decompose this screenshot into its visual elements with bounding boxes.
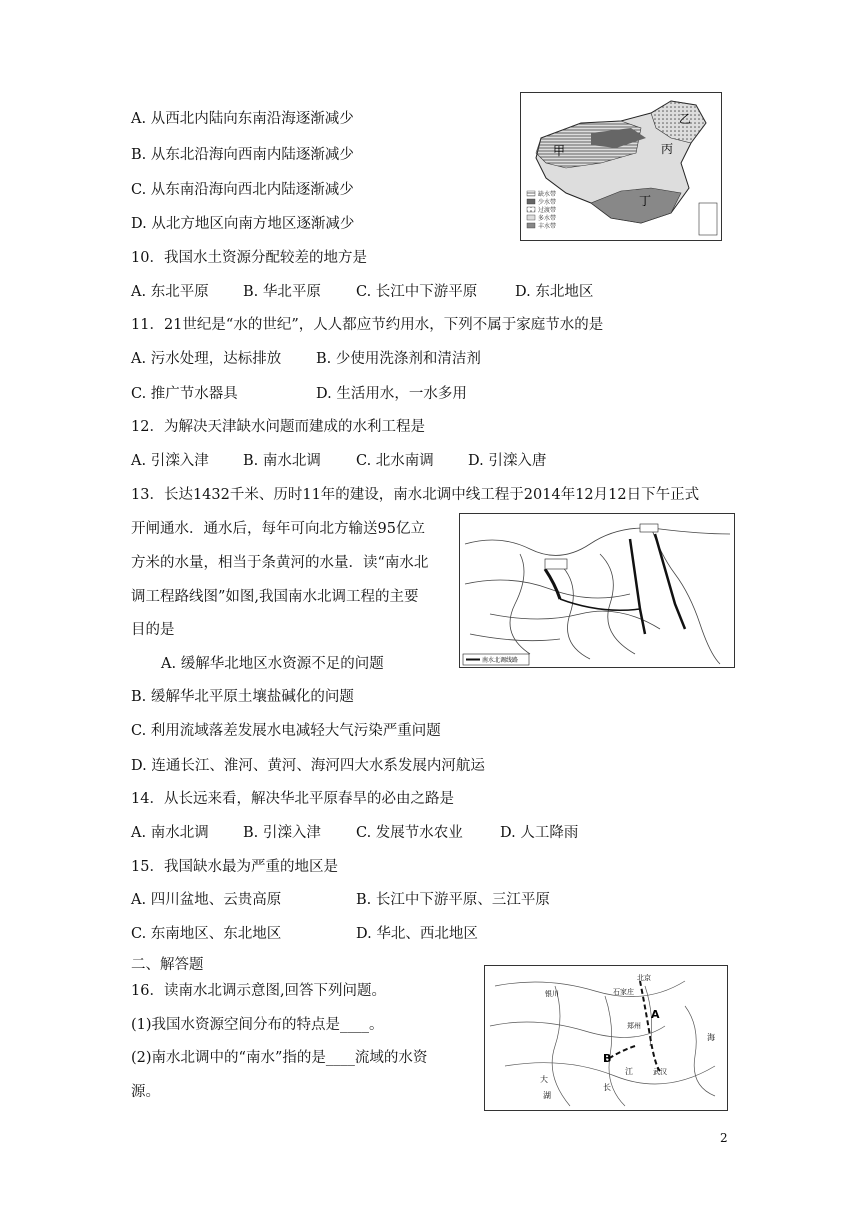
- legend-zone-3: 过渡带: [538, 207, 557, 214]
- map1-label-ding: 丁: [639, 194, 652, 208]
- q11-option-b: B. 少使用洗涤剂和清洁剂: [316, 351, 481, 367]
- map3-label-hai: 海: [707, 1033, 715, 1042]
- q13-stem-line-4: 调工程路线图”如图,我国南水北调工程的主要: [131, 589, 419, 605]
- q16-sub-2-line-1: (2)南水北调中的“南水”指的是____流域的水资: [131, 1050, 428, 1066]
- map3-label-zhengzhou: 郑州: [627, 1022, 641, 1030]
- page-number: 2: [720, 1131, 728, 1145]
- map3-label-da: 大: [540, 1075, 548, 1084]
- legend-zone-5: 丰水带: [538, 223, 557, 230]
- diversion-schematic-map: [484, 965, 728, 1111]
- map3-label-chang: 长: [603, 1083, 611, 1092]
- q10-option-b: B. 华北平原: [243, 284, 321, 300]
- q10-option-a: A. 东北平原: [131, 284, 209, 300]
- q14-option-b: B. 引滦入津: [243, 825, 321, 841]
- q15-option-a: A. 四川盆地、云贵高原: [131, 892, 282, 908]
- q9-option-c: C. 从东南沿海向西北内陆逐渐减少: [131, 182, 354, 198]
- q11-option-d: D. 生活用水，一水多用: [316, 386, 467, 402]
- q13-option-d: D. 连通长江、淮河、黄河、海河四大水系发展内河航运: [131, 758, 485, 774]
- q13-option-b: B. 缓解华北平原土壤盐碱化的问题: [131, 689, 354, 705]
- q12-option-b: B. 南水北调: [243, 453, 321, 469]
- q16-sub-1: (1)我国水资源空间分布的特点是____。: [131, 1017, 384, 1033]
- q13-stem-line-1: 13．长达1432千米、历时11年的建设，南水北调中线工程于2014年12月12日下午正式: [131, 487, 700, 503]
- map1-label-yi: 乙: [679, 112, 692, 126]
- legend-zone-4: 多水带: [538, 215, 557, 222]
- diversion-route-map: [459, 513, 735, 668]
- q11-option-a: A. 污水处理，达标排放: [131, 351, 282, 367]
- q15-option-b: B. 长江中下游平原、三江平原: [356, 892, 550, 908]
- legend-zone-1: 缺水带: [538, 191, 557, 198]
- q16-sub-2-line-2: 源。: [131, 1084, 160, 1100]
- q9-option-b: B. 从东北沿海向西南内陆逐渐减少: [131, 147, 354, 163]
- q11-option-c: C. 推广节水器具: [131, 386, 238, 402]
- south-sea-inset: [699, 203, 717, 235]
- q14-option-d: D. 人工降雨: [500, 825, 579, 841]
- map3-label-a: A: [651, 1008, 660, 1021]
- map2-legend-label: 南水北调线路: [482, 657, 519, 664]
- q9-option-d: D. 从北方地区向南方地区逐渐减少: [131, 216, 355, 232]
- q12-stem: 12．为解决天津缺水问题而建成的水利工程是: [131, 419, 425, 435]
- q10-stem: 10．我国水土资源分配较差的地方是: [131, 250, 367, 266]
- q10-option-d: D. 东北地区: [515, 284, 594, 300]
- map3-label-hu: 湖: [543, 1091, 551, 1100]
- map1-label-jia: 甲: [553, 144, 566, 158]
- map3-label-yinchuan: 银川: [545, 990, 559, 998]
- map3-label-beijing: 北京: [637, 974, 651, 982]
- map3-label-jiang: 江: [625, 1067, 633, 1076]
- water-zone-map: [520, 92, 722, 241]
- q12-option-a: A. 引滦入津: [131, 453, 209, 469]
- q16-stem: 16．读南水北调示意图,回答下列问题。: [131, 983, 387, 999]
- map3-label-wuhan: 武汉: [653, 1068, 667, 1076]
- q14-option-c: C. 发展节水农业: [356, 825, 463, 841]
- q15-option-c: C. 东南地区、东北地区: [131, 926, 282, 942]
- q13-option-c: C. 利用流域落差发展水电减轻大气污染严重问题: [131, 723, 441, 739]
- q13-stem-line-5: 目的是: [131, 622, 175, 638]
- map2-legend: [463, 654, 529, 665]
- map1-legend: [527, 190, 556, 230]
- q13-option-a: A. 缓解华北地区水资源不足的问题: [161, 656, 384, 672]
- legend-zone-2: 少水带: [538, 199, 557, 206]
- q14-stem: 14．从长远来看，解决华北平原春旱的必由之路是: [131, 791, 454, 807]
- map3-label-shijiazhuang: 石家庄: [613, 988, 634, 996]
- q11-stem: 11．21世纪是“水的世纪”，人人都应节约用水，下列不属于家庭节水的是: [131, 317, 604, 333]
- q9-option-a: A. 从西北内陆向东南沿海逐渐减少: [131, 111, 354, 127]
- q13-stem-line-2: 开闸通水．通水后，每年可向北方输送95亿立: [131, 521, 425, 537]
- q14-option-a: A. 南水北调: [131, 825, 209, 841]
- map3-label-b: B: [603, 1052, 612, 1065]
- q12-option-d: D. 引滦入唐: [468, 453, 547, 469]
- q10-option-c: C. 长江中下游平原: [356, 284, 478, 300]
- q13-stem-line-3: 方米的水量，相当于条黄河的水量．读“南水北: [131, 555, 429, 571]
- section-2-title: 二、解答题: [131, 957, 204, 973]
- q15-option-d: D. 华北、西北地区: [356, 926, 478, 942]
- q15-stem: 15．我国缺水最为严重的地区是: [131, 859, 338, 875]
- map1-label-bing: 丙: [661, 142, 674, 156]
- q12-option-c: C. 北水南调: [356, 453, 434, 469]
